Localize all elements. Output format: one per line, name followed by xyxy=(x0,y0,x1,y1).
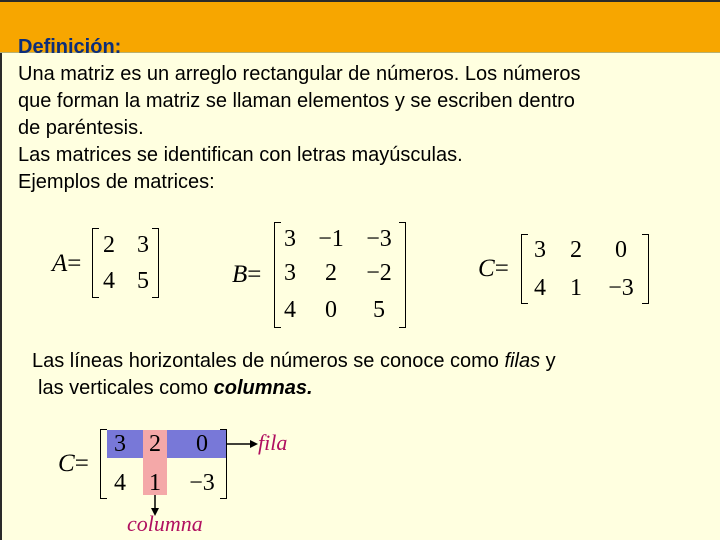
matrix-b-cell: 2 xyxy=(325,260,337,286)
illustration-cell: 0 xyxy=(196,431,208,457)
matrix-b-cell: −1 xyxy=(318,226,344,252)
matrix-b-cell: 3 xyxy=(284,260,296,286)
matrix-b-cell: 5 xyxy=(373,297,385,323)
illustration-cell: 4 xyxy=(114,470,126,496)
matrix-a-cell: 4 xyxy=(103,268,115,294)
matrix-a-cell: 2 xyxy=(103,232,115,258)
illustration-cell: 3 xyxy=(114,431,126,457)
matrix-c-cell: −3 xyxy=(608,275,634,301)
matrix-b-cell: 4 xyxy=(284,297,296,323)
matrix-b-cell: 0 xyxy=(325,297,337,323)
matrix-c-cell: 2 xyxy=(570,237,582,263)
definition-line: Una matriz es un arreglo rectangular de números. Los números xyxy=(18,63,581,85)
matrix-b-cell: −2 xyxy=(366,260,392,286)
definition-line: Ejemplos de matrices: xyxy=(18,171,215,193)
definition-line: Las matrices se identifican con letras mayúsculas. xyxy=(18,144,463,166)
explanation-line-2: las verticales como columnas. xyxy=(38,377,313,399)
matrix-a-cell: 3 xyxy=(137,232,149,258)
matrix-b-label: B= xyxy=(232,261,262,288)
matrix-c-cell: 4 xyxy=(534,275,546,301)
matrix-c-label: C= xyxy=(478,255,509,282)
columnas-term: columnas. xyxy=(213,377,313,399)
illustration-cell: 1 xyxy=(149,470,161,496)
explanation-line-1: Las líneas horizontales de números se conoce como filas y xyxy=(32,350,556,372)
matrix-c-cell: 3 xyxy=(534,237,546,263)
column-annotation: columna xyxy=(127,511,203,536)
matrix-a-label: A= xyxy=(52,250,82,277)
definition-line: de paréntesis. xyxy=(18,117,144,139)
illustration-cell: 2 xyxy=(149,431,161,457)
illustration-cell: −3 xyxy=(189,470,215,496)
matrix-c-cell: 1 xyxy=(570,275,582,301)
illustration-label: C= xyxy=(58,450,89,477)
matrix-c-cell: 0 xyxy=(615,237,627,263)
filas-term: filas xyxy=(504,350,541,372)
row-arrow-head-icon xyxy=(250,440,258,448)
definition-title: Definición: xyxy=(18,36,122,58)
row-annotation: fila xyxy=(258,430,288,455)
matrix-a-cell: 5 xyxy=(137,268,149,294)
matrix-b-cell: −3 xyxy=(366,226,392,252)
matrix-b-cell: 3 xyxy=(284,226,296,252)
definition-line: que forman la matriz se llaman elementos y se escriben dentro xyxy=(18,90,575,112)
